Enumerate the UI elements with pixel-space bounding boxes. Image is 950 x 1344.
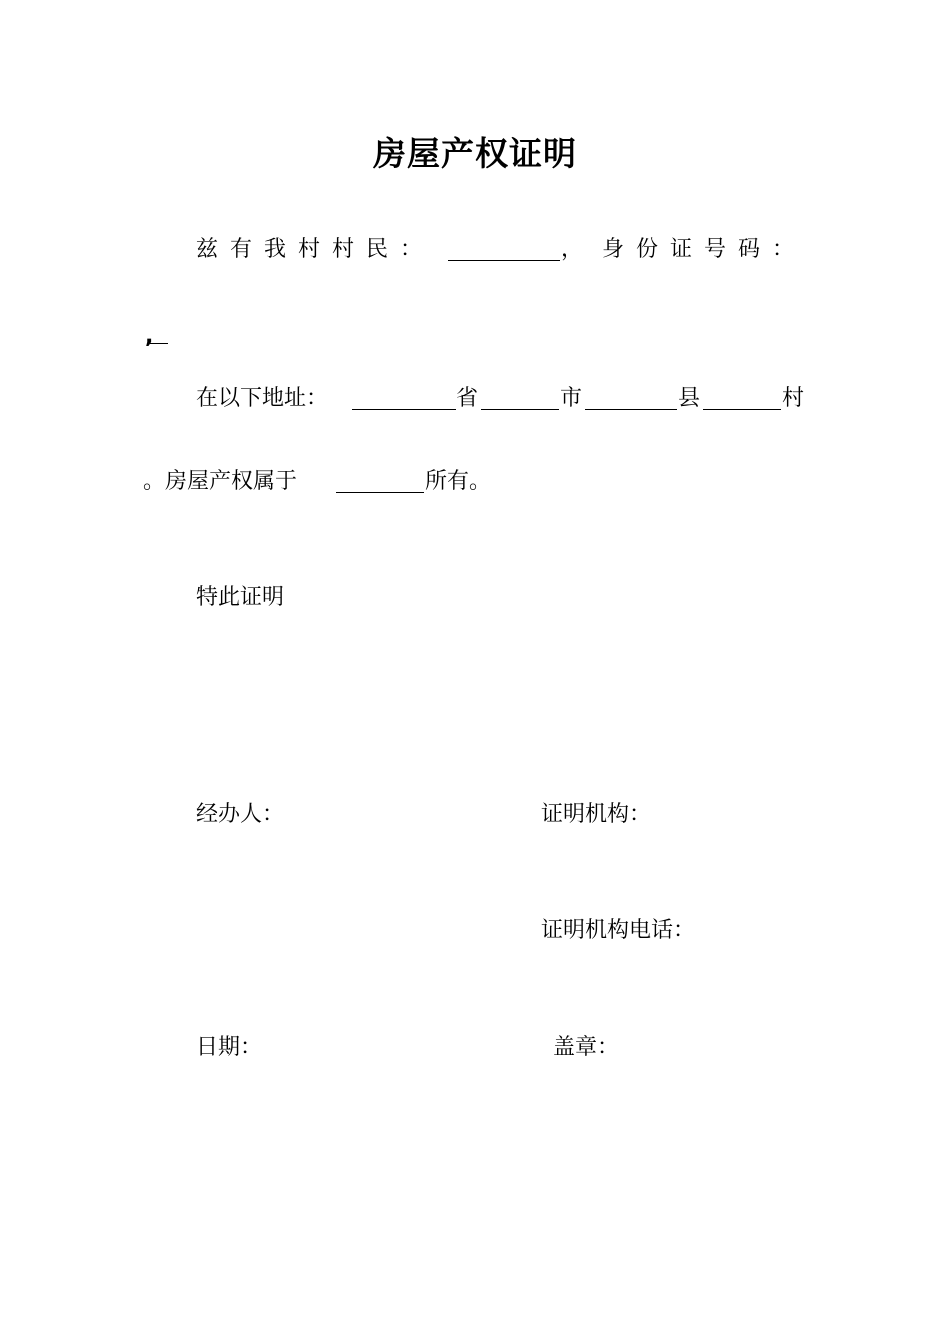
date-label: 日期： [196, 1035, 263, 1060]
county-blank[interactable] [585, 389, 677, 410]
seal-label: 盖章： [553, 1035, 620, 1060]
villager-label: 兹有我村村民： [196, 237, 435, 262]
certify-text: 特此证明 [196, 585, 285, 610]
village-blank[interactable] [703, 389, 781, 410]
ownership-prefix: 。房屋产权属于 [143, 469, 298, 494]
ownership-suffix: 所有。 [425, 469, 492, 494]
villager-name-blank[interactable] [448, 240, 560, 261]
handler-label: 经办人： [196, 802, 285, 827]
org-phone-label: 证明机构电话： [541, 918, 696, 943]
id-continuation-mark: , [145, 324, 154, 349]
org-label: 证明机构： [541, 802, 652, 827]
document-title: 房屋产权证明 [373, 134, 577, 173]
city-blank[interactable] [481, 389, 559, 410]
id-number-blank[interactable] [150, 323, 168, 344]
province-blank[interactable] [352, 389, 456, 410]
province-label: 省 [456, 386, 479, 411]
city-label: 市 [560, 386, 583, 411]
address-prefix: 在以下地址： [196, 386, 329, 411]
owner-blank[interactable] [336, 472, 424, 493]
comma: ， [561, 237, 584, 262]
id-number-label: 身份证号码： [602, 237, 807, 262]
county-label: 县 [678, 386, 701, 411]
village-label: 村 [782, 386, 805, 411]
